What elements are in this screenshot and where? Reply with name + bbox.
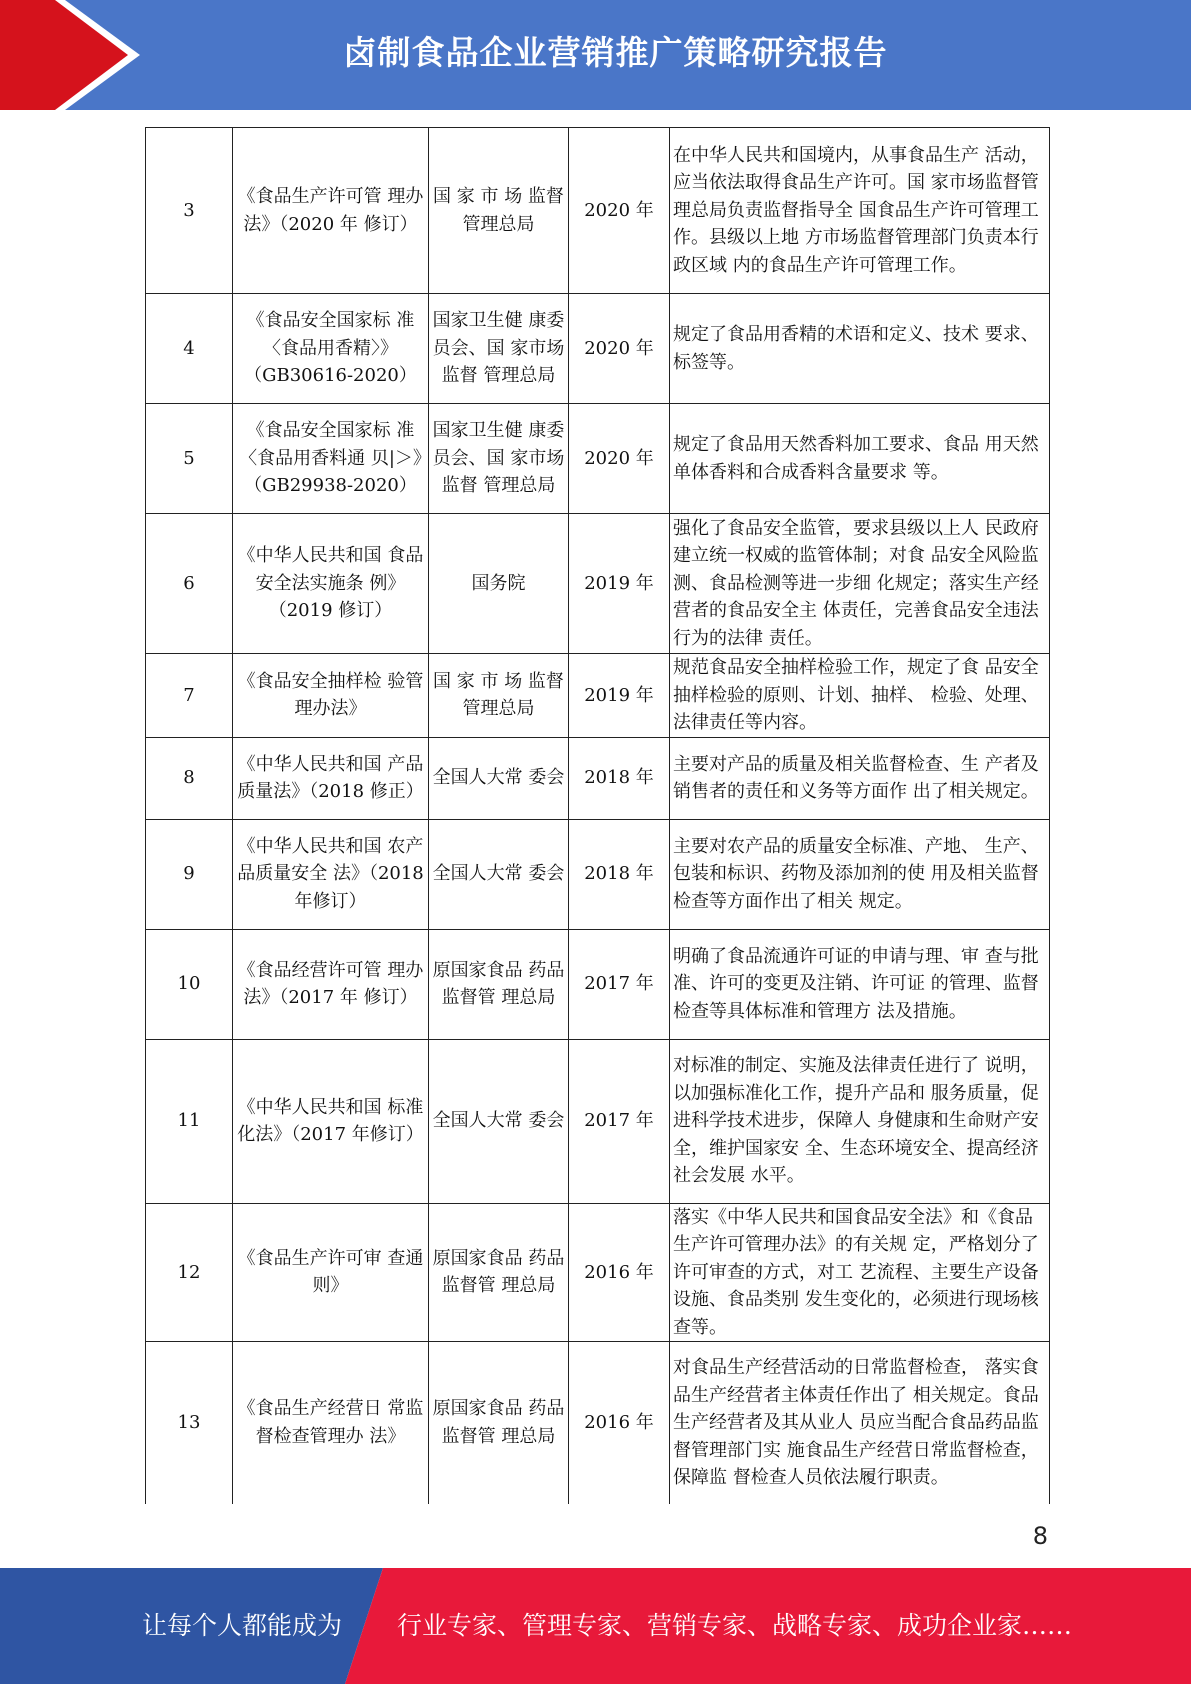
table-row <box>146 1342 1050 1504</box>
issue-year: 2020 年 <box>569 294 670 404</box>
issue-year: 2016 年 <box>569 1342 670 1504</box>
table-row <box>146 514 1050 654</box>
regulation-name: 《中华人民共和国 标准化法》（2017 年修订） <box>233 1039 429 1203</box>
regulation-summary: 规定了食品用香精的术语和定义、技术 要求、标签等。 <box>670 294 1050 404</box>
row-number: 7 <box>146 654 233 738</box>
page-footer <box>0 1568 1191 1684</box>
issue-year: 2020 年 <box>569 404 670 514</box>
row-number: 4 <box>146 294 233 404</box>
issue-year: 2019 年 <box>569 514 670 654</box>
regulation-name: 《食品生产许可审 查通则》 <box>233 1203 429 1342</box>
regulation-summary: 主要对产品的质量及相关监督检查、生 产者及销售者的责任和义务等方面作 出了相关规定。 <box>670 737 1050 819</box>
regulation-name: 《中华人民共和国 农产品质量安全 法》（2018 年修订） <box>233 819 429 929</box>
issuing-authority: 国家卫生健 康委员会、国 家市场监督 管理总局 <box>429 294 569 404</box>
issuing-authority: 原国家食品 药品监督管 理总局 <box>429 929 569 1039</box>
regulation-name: 《食品安全抽样检 验管理办法》 <box>233 654 429 738</box>
table-row <box>146 737 1050 819</box>
footer-slogan-left: 让每个人都能成为 <box>142 1611 343 1640</box>
regulation-name: 《食品生产经营日 常监督检查管理办 法》 <box>233 1342 429 1504</box>
row-number: 10 <box>146 929 233 1039</box>
issue-year: 2017 年 <box>569 1039 670 1203</box>
row-number: 13 <box>146 1342 233 1504</box>
regulation-summary: 规范食品安全抽样检验工作，规定了食 品安全抽样检验的原则、计划、抽样、 检验、处理、法律责任等内容。 <box>670 654 1050 738</box>
row-number: 8 <box>146 737 233 819</box>
page-header <box>0 0 1191 110</box>
issuing-authority: 原国家食品 药品监督管 理总局 <box>429 1203 569 1342</box>
issue-year: 2018 年 <box>569 737 670 819</box>
row-number: 9 <box>146 819 233 929</box>
regulations-table <box>145 127 1050 1504</box>
issue-year: 2017 年 <box>569 929 670 1039</box>
table-row <box>146 819 1050 929</box>
table-row <box>146 404 1050 514</box>
issuing-authority: 全国人大常 委会 <box>429 737 569 819</box>
regulation-summary: 明确了食品流通许可证的申请与理、审 查与批准、许可的变更及注销、许可证 的管理、监督检查等具体标准和管理方 法及措施。 <box>670 929 1050 1039</box>
table-row <box>146 1039 1050 1203</box>
issuing-authority: 全国人大常 委会 <box>429 1039 569 1203</box>
regulation-summary: 对标准的制定、实施及法律责任进行了 说明，以加强标准化工作，提升产品和 服务质量，促进科学技术进步，保障人 身健康和生命财产安全，维护国家安 全、生态环境安全、提高经济社会发展 水平。 <box>670 1039 1050 1203</box>
page-number: 8 <box>1032 1522 1048 1550</box>
report-title: 卤制食品企业营销推广策略研究报告 <box>343 33 888 72</box>
row-number: 5 <box>146 404 233 514</box>
issuing-authority: 国务院 <box>429 514 569 654</box>
row-number: 11 <box>146 1039 233 1203</box>
issuing-authority: 原国家食品 药品监督管 理总局 <box>429 1342 569 1504</box>
issue-year: 2020 年 <box>569 128 670 294</box>
issuing-authority: 国 家 市 场 监督管理总局 <box>429 128 569 294</box>
regulation-summary: 在中华人民共和国境内，从事食品生产 活动，应当依法取得食品生产许可。国 家市场监督管理总局负责监督指导全 国食品生产许可管理工作。县级以上地 方市场监督管理部门负责本行政区域 内的食品生产许可管理工作。 <box>670 128 1050 294</box>
row-number: 12 <box>146 1203 233 1342</box>
footer-slogan-right: 行业专家、管理专家、营销专家、战略专家、成功企业家…… <box>397 1611 1073 1640</box>
table-row <box>146 128 1050 294</box>
row-number: 6 <box>146 514 233 654</box>
row-number: 3 <box>146 128 233 294</box>
table-row <box>146 929 1050 1039</box>
regulation-summary: 落实《中华人民共和国食品安全法》和《食品生产许可管理办法》的有关规 定，严格划分了许可审查的方式，对工 艺流程、主要生产设备设施、食品类别 发生变化的，必须进行现场核查等。 <box>670 1203 1050 1342</box>
issue-year: 2016 年 <box>569 1203 670 1342</box>
regulation-summary: 对食品生产经营活动的日常监督检查， 落实食品生产经营者主体责任作出了 相关规定。食品生产经营者及其从业人 员应当配合食品药品监督管理部门实 施食品生产经营日常监督检查，保障监 督检查人员依法履行职责。 <box>670 1342 1050 1504</box>
issue-year: 2018 年 <box>569 819 670 929</box>
issuing-authority: 国家卫生健 康委员会、国 家市场监督 管理总局 <box>429 404 569 514</box>
regulation-name: 《食品经营许可管 理办法》（2017 年 修订） <box>233 929 429 1039</box>
regulation-summary: 主要对农产品的质量安全标准、产地、 生产、包装和标识、药物及添加剂的使 用及相关监督检查等方面作出了相关 规定。 <box>670 819 1050 929</box>
issuing-authority: 国 家 市 场 监督管理总局 <box>429 654 569 738</box>
regulation-name: 《食品安全国家标 准〈食品用香精〉》（GB30616-2020） <box>233 294 429 404</box>
regulation-name: 《食品生产许可管 理办法》（2020 年 修订） <box>233 128 429 294</box>
table-row <box>146 1203 1050 1342</box>
regulation-name: 《中华人民共和国 食品安全法实施条 例》（2019 修订） <box>233 514 429 654</box>
regulation-name: 《中华人民共和国 产品质量法》（2018 修正） <box>233 737 429 819</box>
regulation-name: 《食品安全国家标 准〈食品用香料通 贝|＞》（GB29938-2020） <box>233 404 429 514</box>
table-row <box>146 294 1050 404</box>
issue-year: 2019 年 <box>569 654 670 738</box>
regulation-summary: 规定了食品用天然香料加工要求、食品 用天然单体香料和合成香料含量要求 等。 <box>670 404 1050 514</box>
issuing-authority: 全国人大常 委会 <box>429 819 569 929</box>
regulation-summary: 强化了食品安全监管，要求县级以上人 民政府建立统一权威的监管体制；对食 品安全风险监测、食品检测等进一步细 化规定；落实生产经营者的食品安全主 体责任，完善食品安全违法行为的法律 责任。 <box>670 514 1050 654</box>
table-row <box>146 654 1050 738</box>
